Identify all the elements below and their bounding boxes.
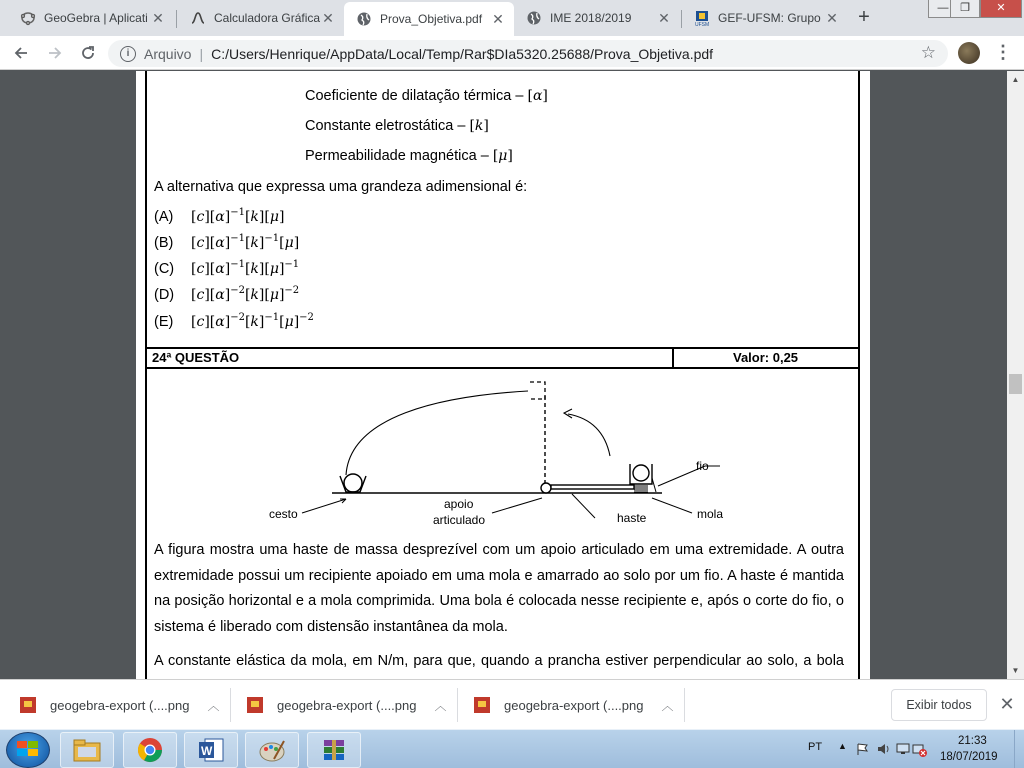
- option-expression: $[c][\alpha]^{-2}[k][\mu]^{-2}$: [191, 285, 300, 303]
- taskbar-explorer[interactable]: [60, 732, 114, 768]
- image-file-icon: [474, 697, 490, 713]
- question-value: Valor: 0,25: [733, 350, 799, 365]
- download-item[interactable]: [20, 690, 220, 720]
- close-icon[interactable]: ✕: [322, 9, 334, 26]
- taskbar-winrar[interactable]: [307, 732, 361, 768]
- chevron-up-icon[interactable]: ︿: [661, 698, 674, 713]
- chevron-up-icon[interactable]: ︿: [434, 698, 447, 713]
- tray-expand-icon[interactable]: ▲: [838, 741, 847, 751]
- pdf-viewer: [0, 71, 1024, 679]
- flag-icon[interactable]: [856, 742, 870, 756]
- option-letter: (A): [154, 209, 174, 225]
- download-separator: [230, 688, 231, 722]
- tab-label: Prova_Objetiva.pdf: [380, 12, 483, 26]
- download-separator: [684, 688, 685, 722]
- profile-avatar[interactable]: [958, 42, 980, 64]
- globe-icon: [356, 11, 372, 27]
- browser-toolbar: [0, 36, 1024, 70]
- svg-text:UFSM: UFSM: [695, 22, 710, 26]
- show-all-downloads-button[interactable]: Exibir todos: [891, 689, 987, 721]
- geogebra-icon: [20, 10, 36, 26]
- unit-line: Permeabilidade magnética – [μ]: [305, 148, 513, 164]
- unit-line: Coeficiente de dilatação térmica – [α]: [305, 88, 548, 104]
- tab-label: GeoGebra | Aplicati: [44, 11, 148, 25]
- tab-gef-ufsm[interactable]: [682, 4, 848, 32]
- download-filename: geogebra-export (....png: [277, 697, 417, 713]
- network-icon[interactable]: [896, 741, 912, 757]
- globe-icon: [526, 10, 542, 26]
- desmos-icon: [190, 10, 206, 26]
- option-expression: $[c][\alpha]^{-2}[k]^{-1}[\mu]^{-2}$: [191, 312, 314, 330]
- reload-button[interactable]: [76, 41, 100, 65]
- option-expression: $[c][\alpha]^{-1}[k]^{-1}[\mu]$: [191, 233, 300, 251]
- leader-mola: [652, 498, 692, 513]
- pivot: [541, 483, 551, 493]
- label-cesto: cesto: [269, 507, 298, 521]
- tab-geogebra[interactable]: [8, 4, 174, 32]
- browser-menu-icon[interactable]: ⋮: [994, 42, 1012, 62]
- image-file-icon: [247, 697, 263, 713]
- rotation-arc: [568, 414, 610, 456]
- scroll-down-arrow-icon[interactable]: ▼: [1011, 666, 1020, 675]
- word-icon: [197, 737, 225, 763]
- option-expression: $[c][\alpha]^{-1}[k][\mu]^{-1}$: [191, 259, 300, 277]
- unit-line: Constante eletrostática – [k]: [305, 118, 489, 134]
- spring: [634, 486, 648, 492]
- download-filename: geogebra-export (....png: [504, 697, 644, 713]
- folder-icon: [72, 737, 102, 763]
- close-icon[interactable]: ✕: [492, 10, 504, 27]
- close-downloads-button[interactable]: ✕: [999, 694, 1015, 714]
- physics-figure: [260, 376, 740, 536]
- scroll-up-arrow-icon[interactable]: ▲: [1011, 75, 1020, 84]
- tab-ime[interactable]: [514, 4, 680, 32]
- show-desktop-button[interactable]: [1014, 730, 1024, 768]
- page-frame-left: [145, 71, 147, 679]
- chevron-up-icon[interactable]: ︿: [207, 698, 220, 713]
- tab-calculadora[interactable]: [178, 4, 344, 32]
- address-bar[interactable]: [108, 40, 948, 67]
- image-file-icon: [20, 697, 36, 713]
- leader-cesto: [302, 499, 346, 513]
- question-header-divider: [672, 347, 674, 369]
- label-articulado: articulado: [433, 513, 486, 527]
- rotation-arrowhead: [564, 409, 572, 418]
- option-letter: (C): [154, 261, 175, 277]
- download-separator: [457, 688, 458, 722]
- forward-button[interactable]: [43, 41, 67, 65]
- taskbar-word[interactable]: [184, 732, 238, 768]
- language-indicator[interactable]: PT: [808, 741, 823, 753]
- question-paragraph: A figura mostra uma haste de massa desprezível com um apoio articulado em uma extremidade. A outra extremidade possui um recipiente apoiado em uma mola e amarrado ao solo por um fio. A haste é mantida na posição horizontal e a mola comprimida. Uma bola é colocada nesse recipiente e, após o corte do fio, o sistema é liberado com distensão instantânea da mola.: [154, 542, 844, 635]
- leader-haste: [572, 494, 595, 518]
- windows-logo-icon: [17, 741, 39, 757]
- download-item[interactable]: [474, 690, 674, 720]
- basket-ball: [344, 474, 362, 492]
- tab-label: IME 2018/2019: [550, 11, 632, 25]
- trajectory-curve: [346, 391, 528, 475]
- option-letter: (E): [154, 314, 174, 330]
- label-mola: mola: [697, 507, 724, 521]
- paint-icon: [258, 737, 286, 763]
- option-letter: (B): [154, 235, 174, 251]
- scrollbar-thumb[interactable]: [1009, 374, 1022, 394]
- network-error-icon[interactable]: [912, 742, 928, 758]
- svg-text:W: W: [201, 744, 213, 758]
- download-item[interactable]: [247, 690, 447, 720]
- back-button[interactable]: [9, 41, 33, 65]
- taskbar-paint[interactable]: [245, 732, 299, 768]
- tab-prova-objetiva[interactable]: [344, 2, 514, 36]
- option-letter: (D): [154, 287, 175, 303]
- address-separator: |: [199, 45, 204, 62]
- address-path: C:/Users/Henrique/AppData/Local/Temp/Rar$DIa5320.25688/Prova_Objetiva.pdf: [211, 45, 714, 62]
- chrome-icon: [136, 736, 164, 764]
- vertical-container: [530, 382, 545, 399]
- page-frame-right: [858, 71, 860, 679]
- wire: [652, 478, 656, 492]
- info-icon[interactable]: i: [120, 46, 136, 62]
- speaker-icon[interactable]: [876, 742, 892, 756]
- option-expression: $[c][\alpha]^{-1}[k][\mu]$: [191, 207, 285, 225]
- windows-taskbar: [0, 729, 1024, 768]
- question-title: 24ª QUESTÃO: [152, 350, 240, 365]
- tab-label: GEF-UFSM: Grupo: [718, 11, 821, 25]
- question-paragraph-2: A constante elástica da mola, em N/m, para que, quando a prancha estiver perpendicular ao solo, a bola: [154, 653, 844, 669]
- rod: [551, 485, 634, 489]
- tab-strip: [0, 0, 1024, 36]
- minimize-button[interactable]: —: [928, 0, 958, 18]
- download-filename: geogebra-export (....png: [50, 697, 190, 713]
- window-close-button[interactable]: ✕: [980, 0, 1022, 18]
- address-scheme: Arquivo: [144, 45, 192, 62]
- taskbar-chrome[interactable]: [123, 732, 177, 768]
- close-icon[interactable]: ✕: [152, 9, 164, 26]
- recipient-ball: [633, 465, 649, 481]
- downloads-bar: [0, 679, 1024, 729]
- question-prompt: A alternativa que expressa uma grandeza adimensional é:: [154, 179, 528, 195]
- label-fio: fio: [696, 459, 709, 473]
- leader-apoio: [492, 498, 542, 513]
- winrar-icon: [320, 737, 348, 763]
- close-icon[interactable]: ✕: [658, 9, 670, 26]
- clock-date[interactable]: 18/07/2019: [940, 751, 998, 763]
- label-haste: haste: [617, 511, 647, 525]
- label-apoio: apoio: [444, 497, 474, 511]
- maximize-button[interactable]: ❐: [950, 0, 980, 18]
- bookmark-star-icon[interactable]: ☆: [920, 43, 936, 62]
- close-icon[interactable]: ✕: [826, 9, 838, 26]
- ufsm-icon: [694, 10, 710, 26]
- tab-separator: [176, 10, 177, 28]
- new-tab-button[interactable]: +: [858, 6, 870, 28]
- clock-time[interactable]: 21:33: [958, 735, 987, 747]
- tab-label: Calculadora Gráfica: [214, 11, 320, 25]
